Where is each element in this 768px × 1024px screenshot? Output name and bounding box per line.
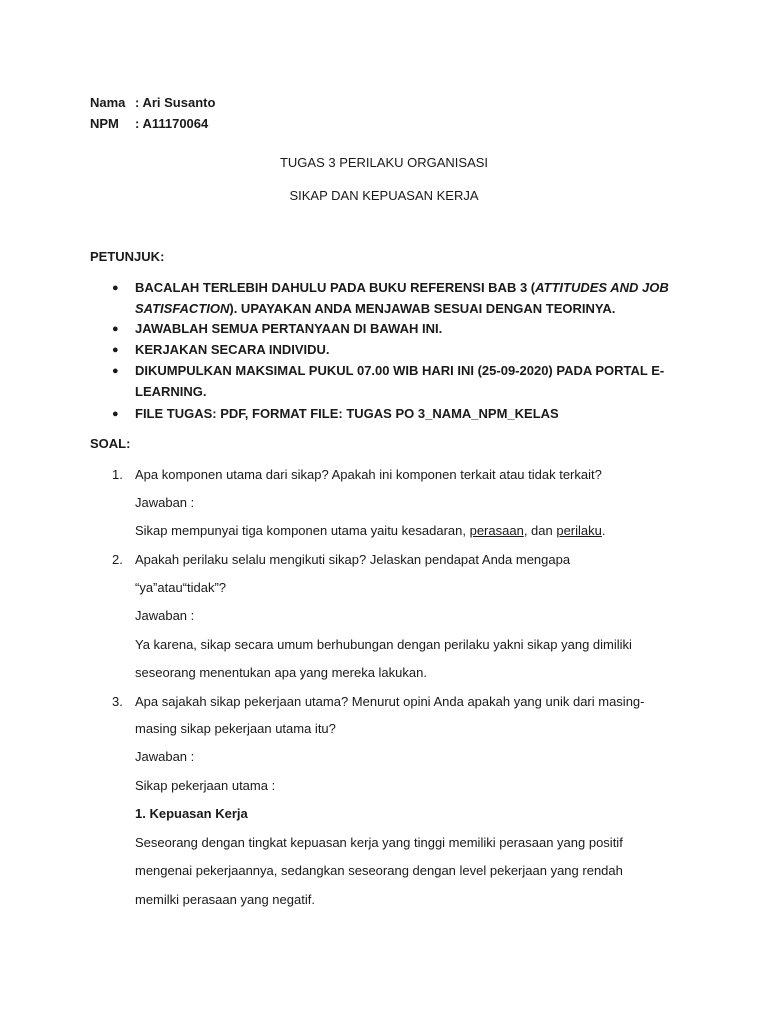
answer-text: , dan — [523, 523, 557, 538]
question-1-answer-label: Jawaban : — [135, 495, 195, 510]
question-3-subheading: 1. Kepuasan Kerja — [135, 806, 248, 821]
question-1-number: 1. — [112, 467, 123, 482]
npm-label: NPM — [90, 116, 119, 131]
instruction-1-text-2: ). UPAYAKAN ANDA MENJAWAB SESUAI DENGAN TEORINYA. — [229, 301, 616, 316]
soal-heading: SOAL: — [90, 436, 131, 451]
instruction-2: JAWABLAH SEMUA PERTANYAAN DI BAWAH INI. — [135, 321, 443, 336]
instruction-1-line-1 — [135, 280, 669, 295]
instruction-1-italic: ATTITUDES AND JOB — [535, 280, 669, 295]
instruction-1-text: BACALAH TERLEBIH DAHULU PADA BUKU REFERENSI BAB 3 ( — [135, 280, 536, 295]
bullet-icon: ● — [112, 344, 119, 356]
question-3-line-2: masing sikap pekerjaan utama itu? — [135, 721, 336, 736]
question-2-line-1: Apakah perilaku selalu mengikuti sikap? Jelaskan pendapat Anda mengapa — [135, 552, 571, 567]
answer-underlined-perasaan: perasaan — [469, 523, 524, 538]
bullet-icon: ● — [112, 282, 119, 294]
question-1-answer — [135, 523, 606, 538]
question-3-number: 3. — [112, 694, 123, 709]
name-value: : Ari Susanto — [135, 95, 216, 110]
npm-value: : A11170064 — [135, 116, 209, 131]
question-3-para-line-3: memilki perasaan yang negatif. — [135, 892, 315, 907]
title-line-2: SIKAP DAN KEPUASAN KERJA — [289, 188, 479, 203]
name-label: Nama — [90, 95, 126, 110]
bullet-icon: ● — [112, 365, 119, 377]
answer-text: . — [601, 523, 606, 538]
instruction-5: FILE TUGAS: PDF, FORMAT FILE: TUGAS PO 3_NAMA_NPM_KELAS — [135, 406, 559, 421]
question-3-line-1: Apa sajakah sikap pekerjaan utama? Menurut opini Anda apakah yang unik dari masing- — [135, 694, 645, 709]
question-3-answer-intro: Sikap pekerjaan utama : — [135, 778, 276, 793]
instruction-3: KERJAKAN SECARA INDIVIDU. — [135, 342, 330, 357]
bullet-icon: ● — [112, 323, 119, 335]
petunjuk-heading: PETUNJUK: — [90, 249, 165, 264]
question-2-answer-line-1: Ya karena, sikap secara umum berhubungan dengan perilaku yakni sikap yang dimiliki — [135, 637, 632, 652]
question-1-text: Apa komponen utama dari sikap? Apakah ini komponen terkait atau tidak terkait? — [135, 467, 602, 482]
question-3-para-line-2: mengenai pekerjaannya, sedangkan seseorang dengan level pekerjaan yang rendah — [135, 863, 623, 878]
question-3-answer-label: Jawaban : — [135, 749, 195, 764]
answer-underlined-perilaku: perilaku — [556, 523, 602, 538]
answer-text: Sikap mempunyai tiga komponen utama yaitu kesadaran, — [135, 523, 470, 538]
question-2-answer-label: Jawaban : — [135, 608, 195, 623]
question-2-line-2: “ya”atau“tidak”? — [135, 580, 227, 595]
instruction-1-line-2 — [135, 301, 615, 316]
instruction-4-line-2: LEARNING. — [135, 384, 207, 399]
instruction-4-line-1: DIKUMPULKAN MAKSIMAL PUKUL 07.00 WIB HARI INI (25-09-2020) PADA PORTAL E- — [135, 363, 665, 378]
question-3-para-line-1: Seseorang dengan tingkat kepuasan kerja yang tinggi memiliki perasaan yang positif — [135, 835, 623, 850]
question-2-number: 2. — [112, 552, 123, 567]
bullet-icon: ● — [112, 408, 119, 420]
question-2-answer-line-2: seseorang menentukan apa yang mereka lakukan. — [135, 665, 427, 680]
title-line-1: TUGAS 3 PERILAKU ORGANISASI — [279, 155, 489, 170]
instruction-1-italic-2: SATISFACTION — [135, 301, 230, 316]
